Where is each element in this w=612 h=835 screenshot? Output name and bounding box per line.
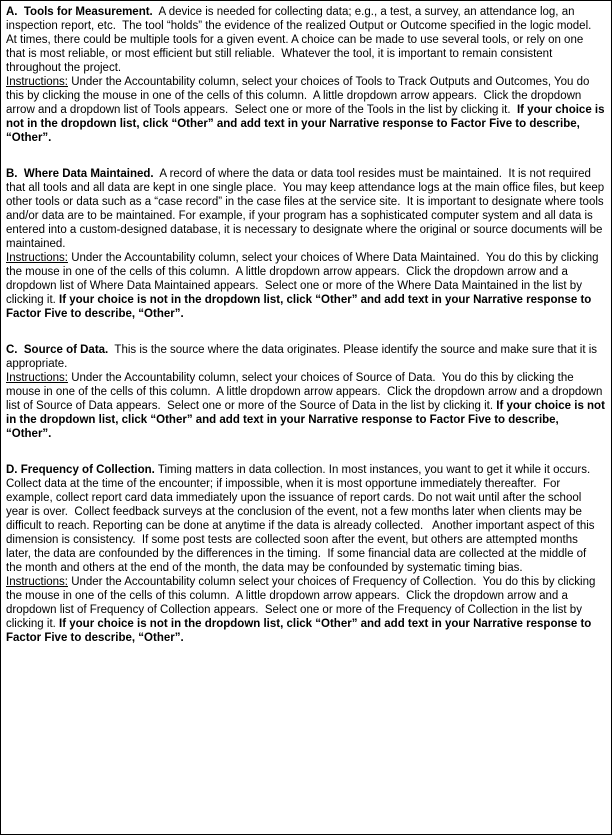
section-b-instructions-note: If your choice is not in the dropdown list, click “Other” and add text in your Narrative response to Factor Five to describe, “Other”. [6, 294, 595, 320]
section-c-heading: C. Source of Data. [6, 344, 109, 356]
section-a [6, 5, 608, 145]
section-b [6, 167, 608, 321]
section-c-instructions-label: Instructions: [6, 372, 68, 384]
section-d [6, 463, 605, 645]
section-d-instructions-note: If your choice is not in the dropdown list, click “Other” and add text in your Narrative response to Factor Five to describe, “Other”. [6, 618, 595, 644]
section-b-body: A record of where the data or data tool resides must be maintained. It is not required that all tools and all data are kept in one single place. You may keep attendance logs at the main office files, but keep other tools or data such as a “case record” in the case files at the service site. It is important to designate where tools and/or data are to be maintained. For example, if your program has a sophisticated computer system and all data is entered into a custom-designed database, it is necessary to designate where the original or source documents will be maintained. [6, 168, 608, 250]
section-d-body: Timing matters in data collection. In most instances, you want to get it while it occurs. Collect data at the time of the encounter; if impossible, when it is most opportune immediately thereafter. For example, collect report card data immediately upon the issuance of report cards. Do not wait until after the school year is over. Collect feedback surveys at the conclusion of the event, not a few months later when clients may be difficult to reach. Reporting can be done at anytime if the data is already collected. Another important aspect of this dimension is consistency. If some post tests are collected soon after the event, but others are attempted months later, the data are confounded by the differences in the timing. If some financial data are collected at the middle of the month and others at the end of the month, the data may be confounded by systematic timing bias. [6, 464, 598, 574]
section-c-instructions-text: Under the Accountability column, select your choices of Source of Data. You do this by clicking the mouse in one of the cells of this column. A little dropdown arrow appears. Click the dropdown arrow and a dropdown list of Source of Data appears. Select one or more of the Source of Data in the list by clicking it. [6, 372, 606, 412]
section-a-instructions-note: If your choice is not in the dropdown list, click “Other” and add text in your Narrative response to Factor Five to describe, “Other”. [6, 104, 608, 144]
section-d-instructions-text: Under the Accountability column select your choices of Frequency of Collection. You do this by clicking the mouse in one of the cells of this column. A little dropdown arrow appears. Click the dropdown arrow and a dropdown list of Frequency of Collection appears. Select one or more of the Frequency of Collection in the list by clicking it. [6, 576, 599, 630]
section-d-heading: D. Frequency of Collection. [6, 464, 155, 476]
section-b-heading: B. Where Data Maintained. [6, 168, 154, 180]
section-a-instructions-text: Under the Accountability column, select your choices of Tools to Track Outputs and Outcomes, You do this by clicking the mouse in one of the cells of this column. A little dropdown arrow appears. Click the dropdown arrow and a dropdown list of Tools appears. Select one or more of the Tools in the list by clicking it. [6, 76, 593, 116]
section-a-heading: A. Tools for Measurement. [6, 6, 153, 18]
section-a-body: A device is needed for collecting data; e.g., a test, a survey, an attendance log, an inspection report, etc. The tool “holds” the evidence of the realized Output or Outcome specified in the logic model. At times, there could be multiple tools for a given event. A choice can be made to use several tools, or rely on one that is most reliable, or most efficient but still reliable. Whatever the tool, it is important to remain consistent throughout the project. [6, 6, 598, 74]
section-b-instructions-text: Under the Accountability column, select your choices of Where Data Maintained. You do this by clicking the mouse in one of the cells of this column. A little dropdown arrow appears. Click the dropdown arrow and a dropdown list of Where Data Maintained appears. Select one or more of the Where Data Maintained in the list by clicking it. [6, 252, 602, 306]
section-c-instructions-note: If your choice is not in the dropdown list, click “Other” and add text in your Narrative response to Factor Five to describe, “Other”. [6, 400, 609, 440]
section-a-instructions-label: Instructions: [6, 76, 68, 88]
section-b-instructions-label: Instructions: [6, 252, 68, 264]
section-d-instructions-label: Instructions: [6, 576, 68, 588]
section-c [6, 343, 609, 441]
section-c-body: This is the source where the data originates. Please identify the source and make sure that it is appropriate. [6, 344, 601, 370]
